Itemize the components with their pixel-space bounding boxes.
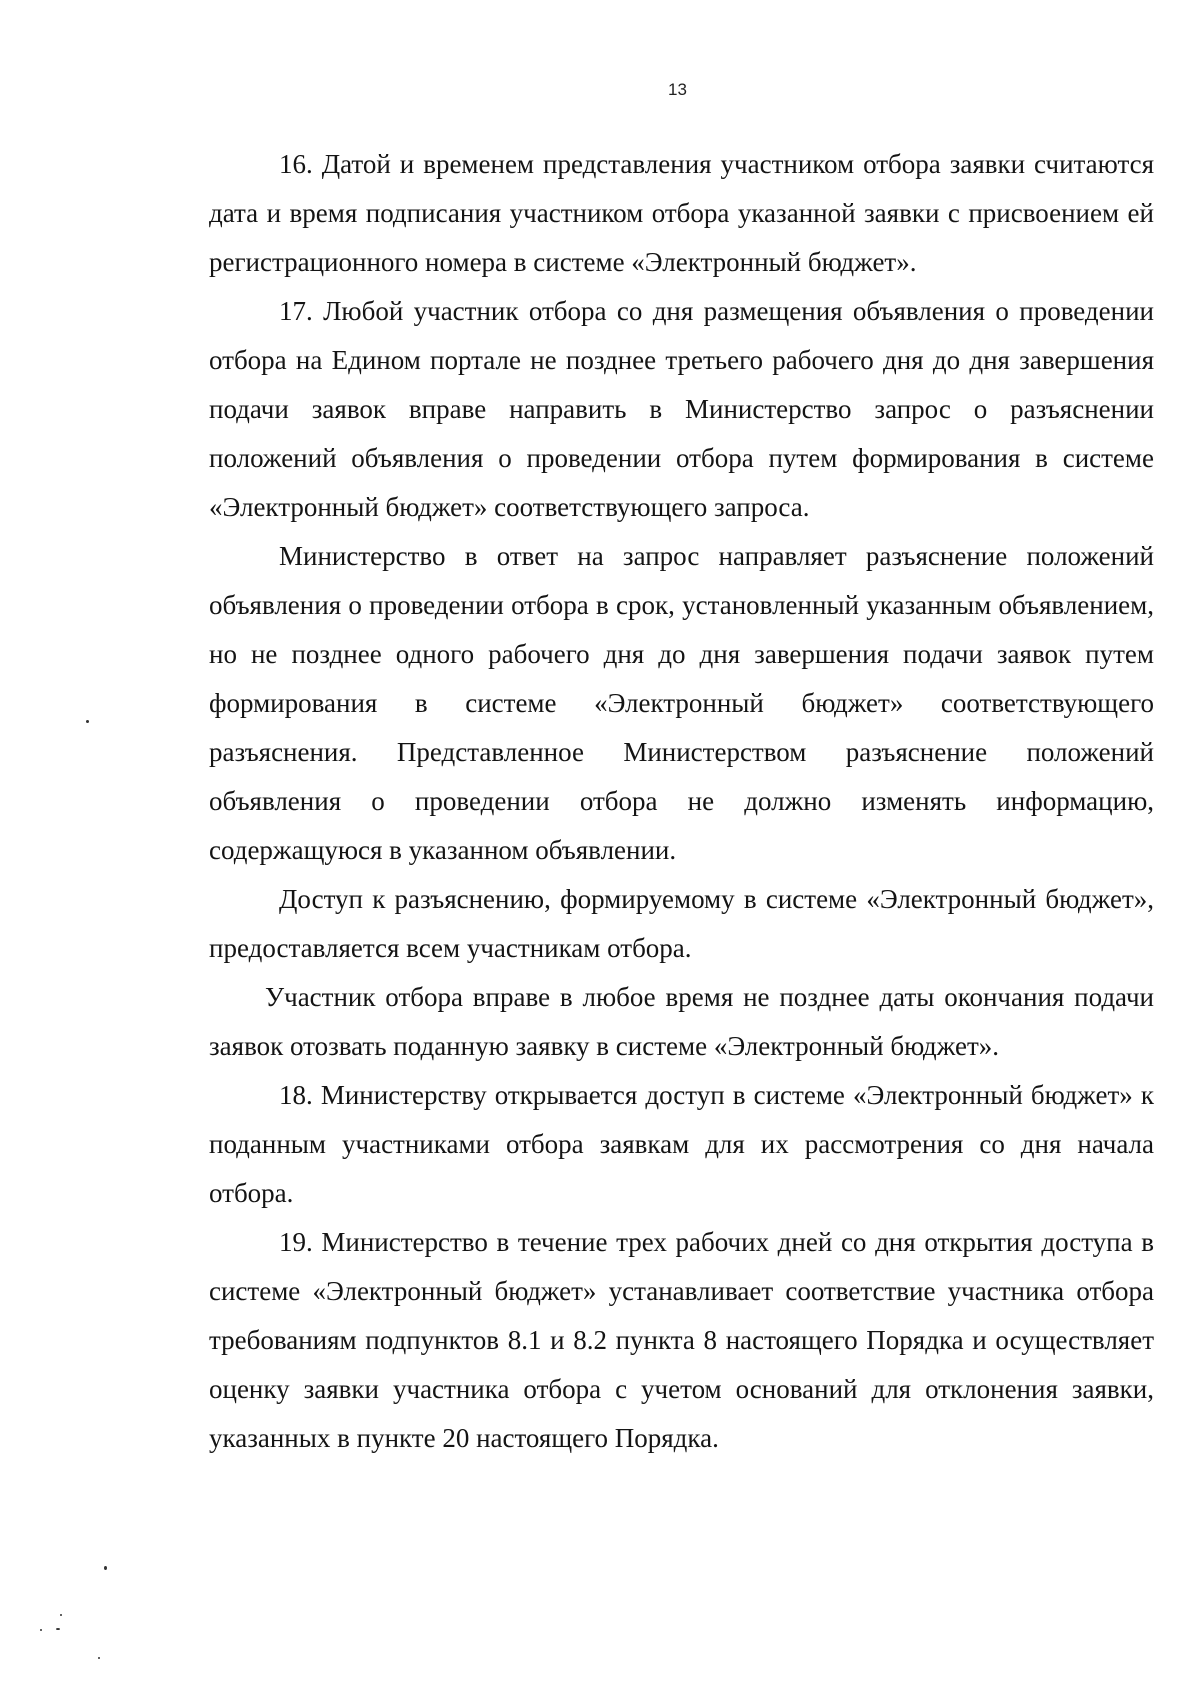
document-body <box>209 140 1154 1463</box>
page-number: 13 <box>668 80 687 99</box>
paragraph-18: 18. Министерству открывается доступ в системе «Электронный бюджет» к поданным участниками отбора заявкам для их рассмотрения со дня начала отбора. <box>209 1080 1154 1208</box>
paragraph-17: 17. Любой участник отбора со дня размещения объявления о проведении отбора на Едином портале не позднее третьего рабочего дня до дня завершения подачи заявок вправе направить в Министерство запрос о разъяснении положений объявления о проведении отбора путем формирования в системе «Электронный бюджет» соответствующего запроса. <box>209 296 1154 522</box>
paragraph-17-ministry-response: Министерство в ответ на запрос направляет разъяснение положений объявления о проведении отбора в срок, установленный указанным объявлением, но не позднее одного рабочего дня до дня завершения подачи заявок путем формирования в системе «Электронный бюджет» соответствующего разъяснения. Представленное Министерством разъяснение положений объявления о проведении отбора не должно изменять информацию, содержащуюся в указанном объявлении. <box>209 541 1154 865</box>
paragraph-17-access: Доступ к разъяснению, формируемому в системе «Электронный бюджет», предоставляется всем участникам отбора. <box>209 884 1154 963</box>
paragraph-16: 16. Датой и временем представления участником отбора заявки считаются дата и время подписания участником отбора указанной заявки с присвоением ей регистрационного номера в системе «Электронный бюджет». <box>209 149 1154 277</box>
scan-speck <box>104 1566 107 1570</box>
scan-speck <box>60 1614 62 1616</box>
paragraph-17-withdrawal: Участник отбора вправе в любое время не позднее даты окончания подачи заявок отозвать поданную заявку в системе «Электронный бюджет». <box>209 982 1154 1061</box>
scan-speck <box>86 720 89 723</box>
scan-speck <box>40 1629 42 1631</box>
scan-speck <box>56 1628 60 1630</box>
scan-speck <box>98 1657 100 1659</box>
paragraph-19: 19. Министерство в течение трех рабочих дней со дня открытия доступа в системе «Электронный бюджет» устанавливает соответствие участника отбора требованиям подпунктов 8.1 и 8.2 пункта 8 настоящего Порядка и осуществляет оценку заявки участника отбора с учетом оснований для отклонения заявки, указанных в пункте 20 настоящего Порядка. <box>209 1227 1154 1453</box>
